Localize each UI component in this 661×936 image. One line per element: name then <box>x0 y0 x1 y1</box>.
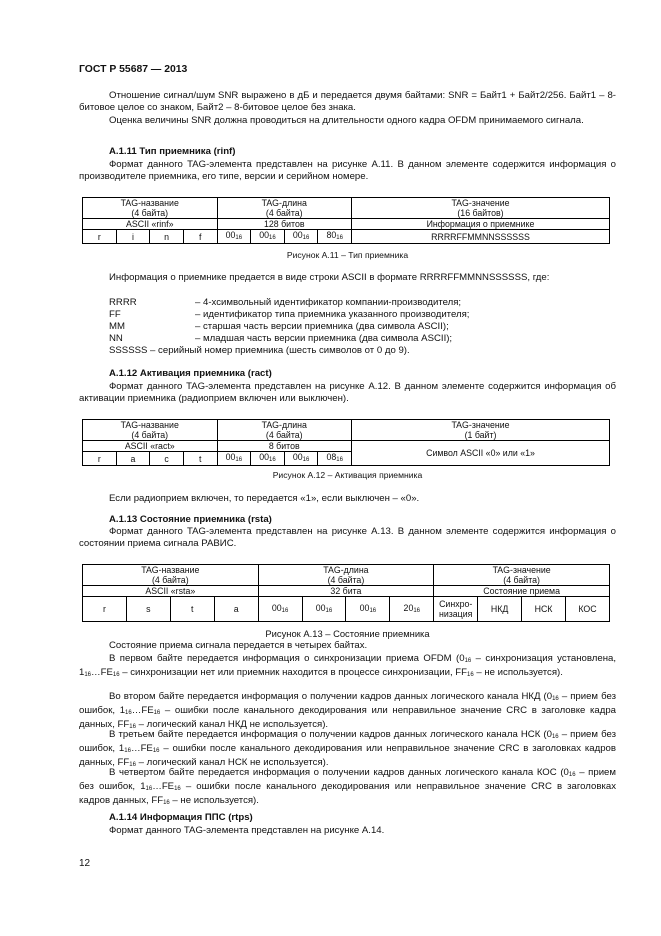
char-cell: n <box>150 230 184 244</box>
kos-cell: КОС <box>565 597 609 622</box>
byte-cell: $00_{16}$ <box>217 230 251 244</box>
char-cell: r <box>83 452 117 466</box>
tag-name-cell: ASCII «rsta» <box>83 586 259 597</box>
char-cell: f <box>183 230 217 244</box>
tag-length-cell: 32 бита <box>258 586 434 597</box>
char-cell: s <box>126 597 170 622</box>
tag-name-cell: ASCII «rinf» <box>83 219 218 230</box>
ract-values-paragraph: Если радиоприем включен, то передается «1», если выключен – «0». <box>109 493 420 504</box>
page-number: 12 <box>79 858 91 869</box>
tag-name-cell: ASCII «ract» <box>83 441 218 452</box>
char-cell: r <box>83 597 127 622</box>
tag-length-cell: 128 битов <box>217 219 352 230</box>
tag-value-cell: Символ ASCII «0» или «1» <box>352 441 610 466</box>
byte-cell: $00_{16}$ <box>258 597 302 622</box>
section-heading-rinf: А.1.11 Тип приемника (rinf) <box>109 146 236 157</box>
tag-value-header: TAG-значение (1 байт) <box>352 420 610 441</box>
char-cell: a <box>116 452 150 466</box>
byte-cell: $00_{16}$ <box>251 452 285 466</box>
byte-cell: $00_{16}$ <box>302 597 346 622</box>
char-cell: r <box>83 230 117 244</box>
rsta-byte2-paragraph: Во втором байте передается информация о получении кадров данных логического канала НКД ($0_{16}$ – прием без ошибок, $1_{16}\dots FE_{16}$ – ошибки после канального декодирования или неправильное значение CRC в заголовке кадра данных, $FF_{16}$ – логический канал НКД не используется). <box>79 691 616 731</box>
section-rtps-paragraph: Формат данного TAG-элемента представлен на рисунке А.14. <box>109 825 385 836</box>
sync-cell: Синхро- низация <box>434 597 478 622</box>
tag-name-header: TAG-название (4 байта) <box>83 198 218 219</box>
rsta-byte4-paragraph: В четвертом байте передается информация о получении кадров данных логического канала КОС ($0_{16}$ – прием без ошибок, $1_{16}\dots FE_{16}$ – ошибки после канального декодирования или неправильное значение CRC в заголовках кадров данных, $FF_{16}$ – не используется). <box>79 767 616 807</box>
rsta-byte1-paragraph: В первом байте передается информация о синхронизации приема OFDM ($0_{16}$ – синхронизация установлена, $1_{16}\dots FE_{16}$ – синхронизации нет или приемник находится в процессе синхронизации, $FF_{16}$ – не используется). <box>79 653 617 679</box>
snr-estimation-paragraph: Оценка величины SNR должна проводиться на длительности одного кадра OFDM принимаемого сигнала. <box>109 115 584 126</box>
byte-cell: $80_{16}$ <box>318 230 352 244</box>
char-cell: t <box>170 597 214 622</box>
tag-name-header: TAG-название (4 байта) <box>83 420 218 441</box>
tag-value-header: TAG-значение (16 байтов) <box>352 198 610 219</box>
char-cell: a <box>214 597 258 622</box>
tag-length-header: TAG-длина (4 байта) <box>217 420 352 441</box>
tag-value-cell: Состояние приема <box>434 586 610 597</box>
definition-list: RRRR – 4-хсимвольный идентификатор компании-производителя; FF – идентификатор типа приемника указанного производителя; MM – старшая часть версии приемника (два символа ASCII); NN – младшая часть версии приемника (два символа ASCII); SSSSSS – серийный номер приемника (шесть символов от 0 до 9). <box>109 297 609 357</box>
section-heading-rtps: А.1.14 Информация ППС (rtps) <box>109 812 253 823</box>
section-ract-paragraph: Формат данного TAG-элемента представлен на рисунке А.12. В данном элементе содержится информация об активации приемника (радиоприем включен или выключен). <box>79 381 616 405</box>
rsta-byte3-paragraph: В третьем байте передается информация о получении кадров данных логического канала НСК ($0_{16}$ – прием без ошибок, $1_{16}\dots FE_{16}$ – ошибки после канального декодирования или неправильное значение CRC в заголовках кадров данных, $FF_{16}$ – логический канал НСК не используется). <box>79 729 616 769</box>
section-heading-rsta: А.1.13 Состояние приемника (rsta) <box>109 514 272 525</box>
tag-length-header: TAG-длина (4 байта) <box>217 198 352 219</box>
nkd-cell: НКД <box>478 597 522 622</box>
rinf-format-paragraph: Информация о приемнике предается в виде строки ASCII в формате RRRRFFMMNNSSSSSS, где: <box>109 272 550 283</box>
char-cell: t <box>183 452 217 466</box>
byte-cell: $00_{16}$ <box>284 230 318 244</box>
char-cell: i <box>116 230 150 244</box>
tag-value-cell: Информация о приемнике <box>352 219 610 230</box>
ract-table <box>82 419 610 466</box>
serial-definition: SSSSSS – серийный номер приемника (шесть символов от 0 до 9). <box>109 345 410 356</box>
byte-cell: $08_{16}$ <box>318 452 352 466</box>
byte-cell: $00_{16}$ <box>251 230 285 244</box>
tag-length-header: TAG-длина (4 байта) <box>258 565 434 586</box>
figure-caption-a11: Рисунок А.11 – Тип приемника <box>286 250 409 260</box>
figure-caption-a13: Рисунок А.13 – Состояние приемника <box>265 628 430 639</box>
section-rinf-paragraph: Формат данного TAG-элемента представлен на рисунке А.11. В данном элементе содержится информация о производителе приемника, его типе, версии и серийном номере. <box>79 159 616 183</box>
rsta-table <box>82 564 610 622</box>
byte-cell: $00_{16}$ <box>217 452 251 466</box>
tag-value-header: TAG-значение (4 байта) <box>434 565 610 586</box>
byte-cell: $00_{16}$ <box>284 452 318 466</box>
section-heading-ract: А.1.12 Активация приемника (ract) <box>109 368 272 379</box>
tag-length-cell: 8 битов <box>217 441 352 452</box>
page-header: ГОСТ Р 55687 — 2013 <box>79 64 188 75</box>
rsta-bytes-paragraph: Состояние приема сигнала передается в четырех байтах. <box>109 640 368 651</box>
nsk-cell: НСК <box>522 597 566 622</box>
snr-paragraph: Отношение сигнал/шум SNR выражено в дБ и передается двумя байтами: SNR = Байт1 + Байт2/256. Байт1 – 8-битовое целое со знаком, Байт2 – 8-битовое целое без знака. <box>79 90 616 114</box>
byte-cell: $00_{16}$ <box>346 597 390 622</box>
char-cell: c <box>150 452 184 466</box>
rinf-table <box>82 197 610 244</box>
figure-caption-a12: Рисунок А.12 – Активация приемника <box>272 470 423 480</box>
section-rsta-paragraph: Формат данного TAG-элемента представлен на рисунке А.13. В данном элементе содержится информация о состоянии приема сигнала РАВИС. <box>79 526 616 550</box>
tag-name-header: TAG-название (4 байта) <box>83 565 259 586</box>
receiver-info-data: RRRRFFMMNNSSSSSS <box>352 230 610 244</box>
byte-cell: $20_{16}$ <box>390 597 434 622</box>
